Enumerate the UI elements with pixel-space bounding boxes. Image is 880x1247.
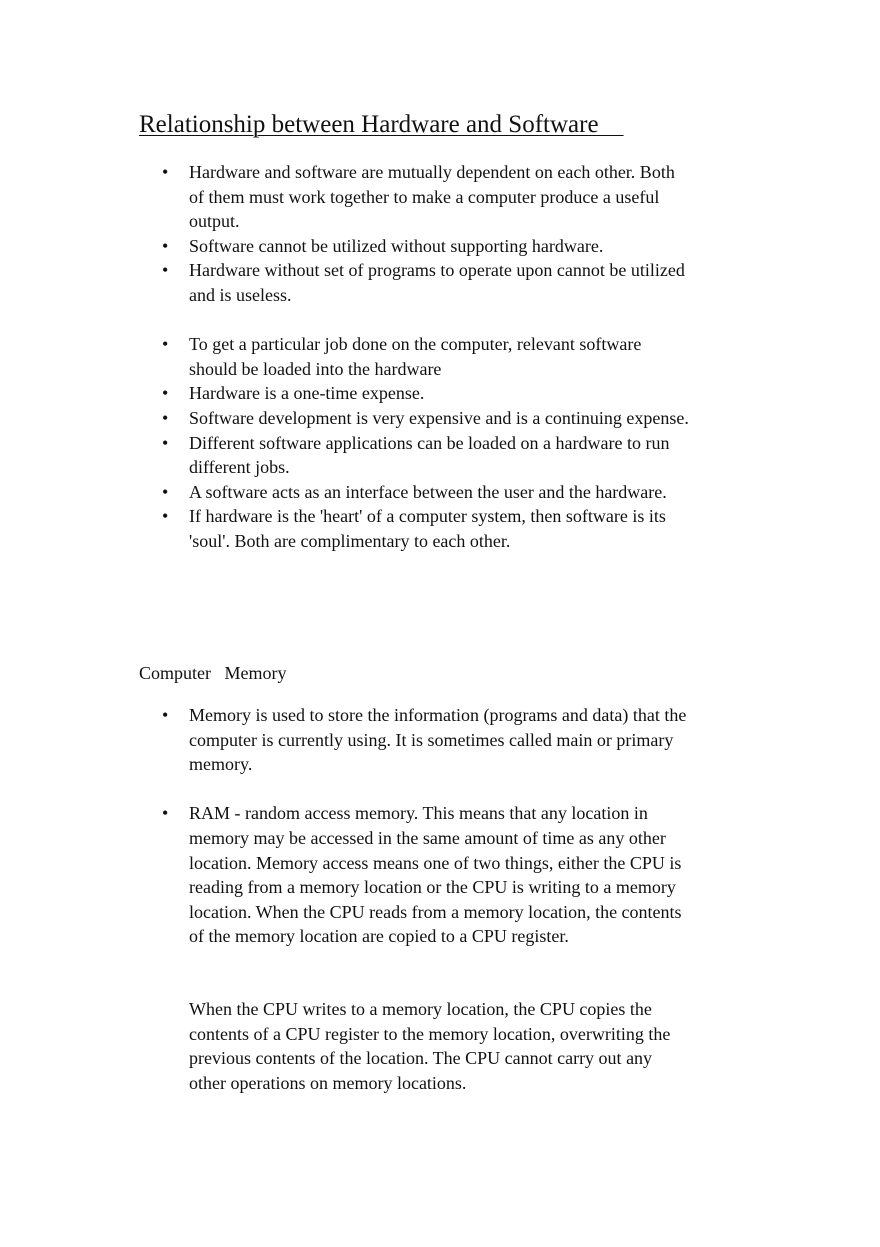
page-title: Relationship between Hardware and Software: [139, 111, 624, 138]
list-item-text: To get a particular job done on the computer, relevant software should be loaded into the hardware: [189, 334, 642, 379]
bullet-icon: •: [162, 481, 169, 502]
section-heading-memory: Computer Memory: [139, 663, 287, 683]
list-item-text: Software development is very expensive and is a continuing expense.: [189, 407, 689, 428]
bullet-icon: •: [162, 260, 169, 281]
bullet-icon: •: [162, 334, 169, 355]
list-item-text: Hardware is a one-time expense.: [189, 383, 425, 404]
list-item: [162, 801, 692, 949]
bullet-icon: •: [162, 432, 169, 453]
list-item-text: Hardware and software are mutually dependent on each other. Both of them must work together to make a computer produce a useful output.: [189, 162, 675, 232]
list-item: [162, 258, 692, 307]
list-item: [162, 703, 692, 777]
list-item: [162, 234, 692, 259]
list-item: [162, 504, 692, 553]
list-item-text: If hardware is the 'heart' of a computer system, then software is its 'soul'. Both are complimentary to each other.: [189, 506, 666, 551]
list-item-text: Hardware without set of programs to operate upon cannot be utilized and is useless.: [189, 260, 685, 305]
bullet-icon: •: [162, 407, 169, 428]
list-item: [162, 160, 692, 234]
list-item-text: Memory is used to store the information (programs and data) that the computer is currently using. It is sometimes called main or primary memory.: [189, 705, 687, 775]
list-item: [162, 381, 692, 406]
bullet-icon: •: [162, 705, 169, 725]
bullet-icon: •: [162, 383, 169, 404]
bullet-icon: •: [162, 235, 169, 256]
list-item: [162, 332, 692, 381]
hw-sw-bullet-list: [162, 160, 692, 554]
list-item: [162, 431, 692, 480]
memory-bullet-list: [162, 703, 692, 949]
list-item: [162, 406, 692, 431]
list-item: [162, 480, 692, 505]
list-item-text: A software acts as an interface between the user and the hardware.: [189, 481, 667, 502]
list-item-text: Software cannot be utilized without supporting hardware.: [189, 235, 604, 256]
bullet-icon: •: [162, 162, 169, 182]
memory-write-paragraph: When the CPU writes to a memory location, the CPU copies the contents of a CPU register to the memory location, overwriting the previous contents of the location. The CPU cannot carry out any other operations on memory locations.: [189, 999, 671, 1093]
bullet-icon: •: [162, 803, 169, 824]
list-item-text: Different software applications can be loaded on a hardware to run different jobs.: [189, 432, 670, 478]
list-item-text: RAM - random access memory. This means that any location in memory may be accessed in the same amount of time as any other location. Memory access means one of two things, either the CPU is reading from a memory location or the CPU is writing to a memory location. When the CPU reads from a memory location, the contents of the memory location are copied to a CPU register.: [189, 803, 682, 947]
bullet-icon: •: [162, 506, 169, 527]
